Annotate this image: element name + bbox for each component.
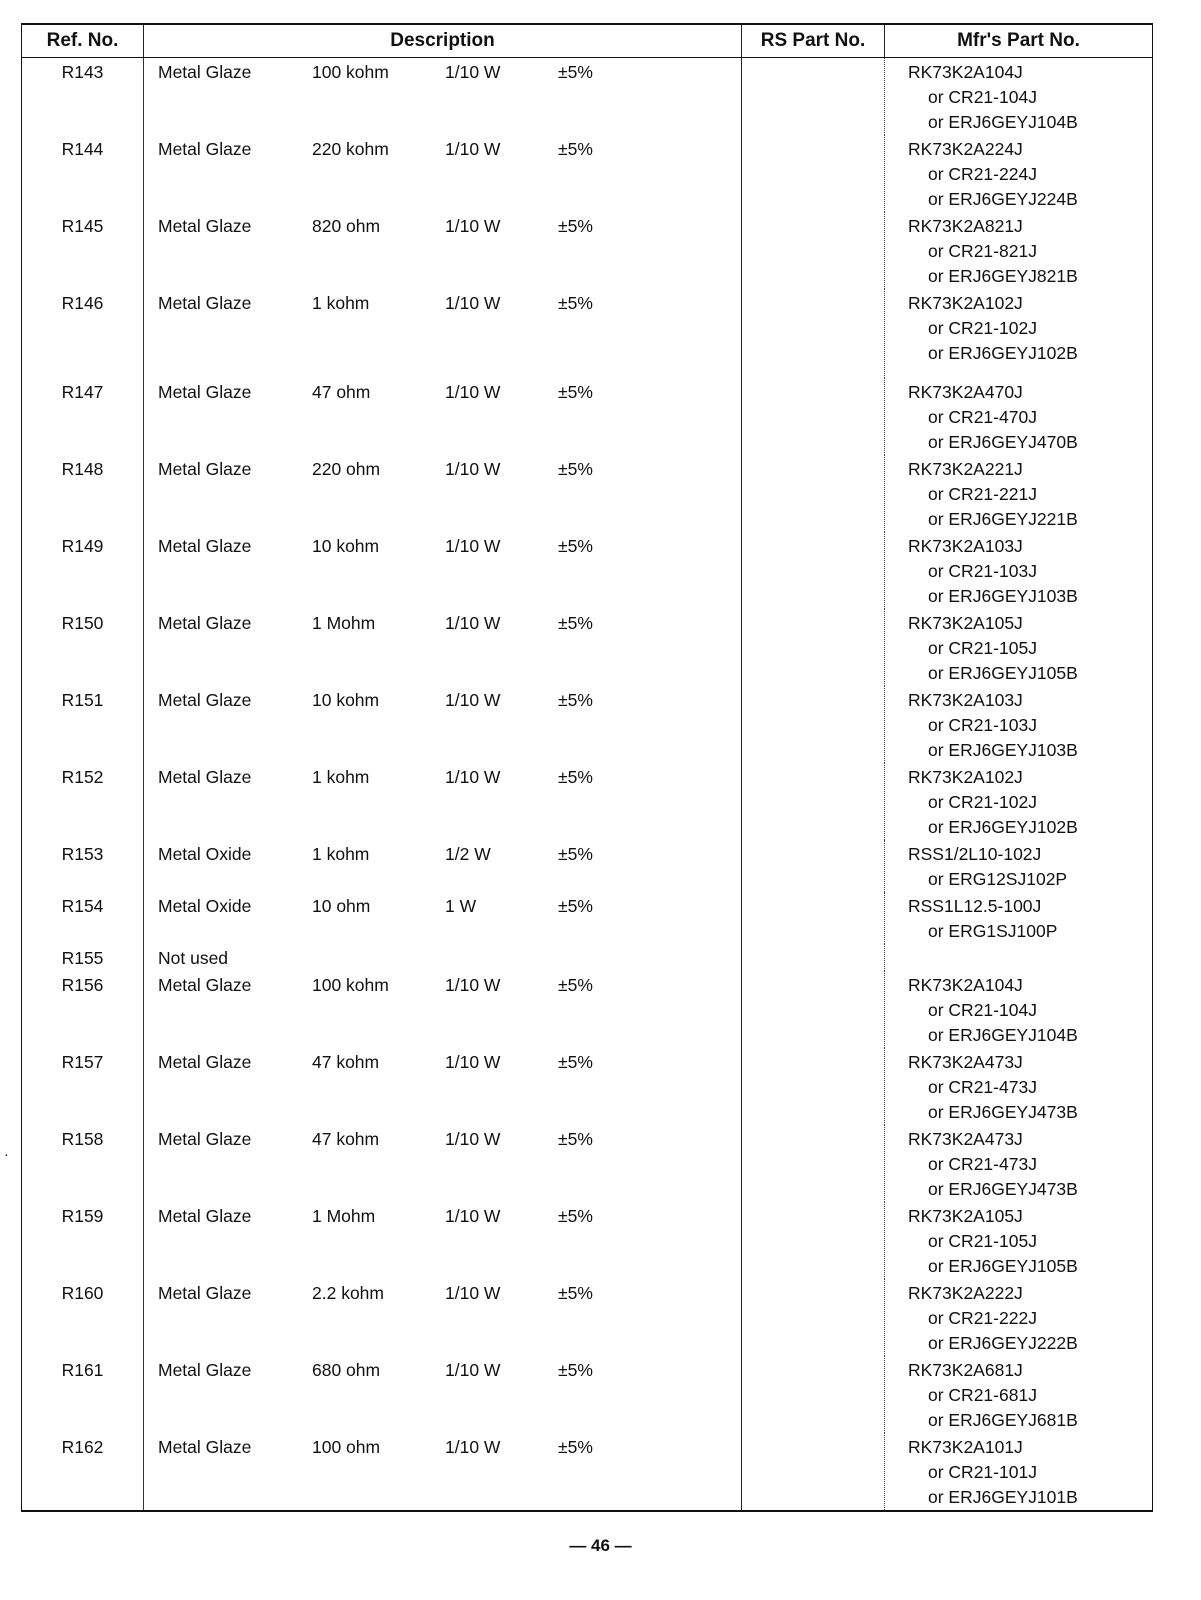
mfr-part-primary: RK73K2A102J — [908, 293, 1023, 313]
ref-no-cell: R144 — [22, 135, 144, 212]
mfr-part-alternative: or ERG12SJ102P — [928, 869, 1068, 889]
mfr-part-alternative: or ERG1SJ100P — [928, 921, 1058, 941]
mfr-part-primary: RSS1L12.5-100J — [908, 896, 1042, 916]
tolerance: ±5% — [558, 690, 593, 710]
resistor-type: Metal Glaze — [158, 382, 252, 402]
mfr-part-alternative: or CR21-105J — [928, 638, 1037, 658]
header-mfr-part-no: Mfr's Part No. — [885, 24, 1153, 58]
resistance-value: 1 Mohm — [312, 613, 376, 633]
mfr-part-no-cell — [885, 212, 1153, 289]
resistor-type: Metal Oxide — [158, 844, 252, 864]
mfr-part-alternative: or CR21-102J — [928, 792, 1037, 812]
mfr-part-primary: RK73K2A473J — [908, 1129, 1023, 1149]
power-rating: 1/10 W — [445, 1206, 501, 1226]
resistance-value: 1 Mohm — [312, 1206, 376, 1226]
resistor-type: Metal Glaze — [158, 1206, 252, 1226]
ref-no-cell: R153 — [22, 840, 144, 892]
mfr-part-no-cell — [885, 135, 1153, 212]
description-cell — [144, 892, 742, 944]
mfr-part-alternative: or ERJ6GEYJ473B — [928, 1102, 1078, 1122]
mfr-part-no-cell — [885, 1048, 1153, 1125]
description-cell — [144, 944, 742, 971]
resistor-type: Metal Oxide — [158, 896, 252, 916]
header-ref-no: Ref. No. — [22, 24, 144, 58]
resistor-type: Metal Glaze — [158, 613, 252, 633]
resistance-value: 100 ohm — [312, 1437, 381, 1457]
description-fields — [144, 457, 741, 482]
mfr-part-alternative: or ERJ6GEYJ473B — [928, 1179, 1078, 1199]
description-fields — [144, 765, 741, 790]
power-rating: 1/10 W — [445, 216, 501, 236]
mfr-part-alternative: or ERJ6GEYJ105B — [928, 663, 1078, 683]
mfr-part-alternative: or ERJ6GEYJ102B — [928, 817, 1078, 837]
resistor-type: Metal Glaze — [158, 139, 252, 159]
mfr-part-no-cell — [885, 763, 1153, 840]
mfr-part-alternative: or CR21-101J — [928, 1462, 1037, 1482]
ref-no-cell: R162 — [22, 1433, 144, 1511]
description-cell — [144, 378, 742, 455]
description-fields — [144, 291, 741, 316]
mfr-part-no-cell — [885, 378, 1153, 455]
resistance-value: 820 ohm — [312, 216, 381, 236]
parts-table-body — [22, 58, 1153, 1512]
description-fields — [144, 1281, 741, 1306]
tolerance: ±5% — [558, 62, 593, 82]
resistance-value: 680 ohm — [312, 1360, 381, 1380]
mfr-part-alternative: or CR21-103J — [928, 715, 1037, 735]
table-row — [22, 1048, 1153, 1125]
description-cell — [144, 840, 742, 892]
resistance-value: 1 kohm — [312, 767, 370, 787]
description-fields — [144, 1204, 741, 1229]
header-rs-part-no: RS Part No. — [742, 24, 885, 58]
ref-no-cell: R145 — [22, 212, 144, 289]
description-cell — [144, 609, 742, 686]
resistance-value: 10 kohm — [312, 536, 380, 556]
tolerance: ±5% — [558, 975, 593, 995]
table-row — [22, 1356, 1153, 1433]
mfr-part-primary: RK73K2A681J — [908, 1360, 1023, 1380]
power-rating: 1/10 W — [445, 767, 501, 787]
mfr-part-alternative: or CR21-681J — [928, 1385, 1037, 1405]
table-row — [22, 455, 1153, 532]
mfr-part-alternative: or CR21-473J — [928, 1077, 1037, 1097]
mfr-part-alternative: or ERJ6GEYJ103B — [928, 740, 1078, 760]
power-rating: 1/10 W — [445, 1052, 501, 1072]
mfr-part-primary: RK73K2A473J — [908, 1052, 1023, 1072]
ref-no-cell: R155 — [22, 944, 144, 971]
resistance-value: 220 kohm — [312, 139, 389, 159]
rs-part-no-cell — [742, 1433, 885, 1511]
resistance-value: 10 kohm — [312, 690, 380, 710]
power-rating — [445, 946, 558, 971]
tolerance: ±5% — [558, 1052, 593, 1072]
description-cell — [144, 1356, 742, 1433]
mfr-part-alternative: or CR21-470J — [928, 407, 1037, 427]
mfr-part-no-cell — [885, 455, 1153, 532]
mfr-part-primary: RK73K2A103J — [908, 536, 1023, 556]
tolerance: ±5% — [558, 896, 593, 916]
rs-part-no-cell — [742, 1048, 885, 1125]
resistor-type: Metal Glaze — [158, 216, 252, 236]
resistance-value: 100 kohm — [312, 975, 389, 995]
ref-no-cell: R150 — [22, 609, 144, 686]
table-row — [22, 686, 1153, 763]
tolerance — [558, 946, 638, 971]
resistor-type: Metal Glaze — [158, 62, 252, 82]
mfr-part-no-cell — [885, 532, 1153, 609]
mfr-part-primary: RK73K2A224J — [908, 139, 1023, 159]
table-row — [22, 135, 1153, 212]
mfr-part-no-cell — [885, 1433, 1153, 1511]
resistor-type: Metal Glaze — [158, 767, 252, 787]
description-fields — [144, 894, 741, 919]
mfr-part-no-cell — [885, 1279, 1153, 1356]
ref-no-cell: R146 — [22, 289, 144, 378]
mfr-part-no-cell — [885, 609, 1153, 686]
power-rating: 1/10 W — [445, 459, 501, 479]
table-row — [22, 532, 1153, 609]
mfr-part-primary: RK73K2A470J — [908, 382, 1023, 402]
resistance-value — [312, 946, 445, 971]
rs-part-no-cell — [742, 135, 885, 212]
mfr-part-alternative: or CR21-221J — [928, 484, 1037, 504]
description-cell — [144, 58, 742, 136]
description-cell — [144, 1048, 742, 1125]
power-rating: 1/10 W — [445, 613, 501, 633]
mfr-part-primary: RK73K2A101J — [908, 1437, 1023, 1457]
power-rating: 1/10 W — [445, 1437, 501, 1457]
description-fields — [144, 973, 741, 998]
power-rating: 1/10 W — [445, 1360, 501, 1380]
description-fields — [144, 214, 741, 239]
table-header-row — [22, 24, 1153, 58]
resistance-value: 47 ohm — [312, 382, 371, 402]
rs-part-no-cell — [742, 378, 885, 455]
tolerance: ±5% — [558, 1283, 593, 1303]
description-cell — [144, 135, 742, 212]
rs-part-no-cell — [742, 212, 885, 289]
tolerance: ±5% — [558, 1360, 593, 1380]
ref-no-cell: R152 — [22, 763, 144, 840]
resistance-value: 47 kohm — [312, 1052, 380, 1072]
mfr-part-alternative: or ERJ6GEYJ105B — [928, 1256, 1078, 1276]
rs-part-no-cell — [742, 609, 885, 686]
mfr-part-alternative: or ERJ6GEYJ224B — [928, 189, 1078, 209]
parts-list-table — [21, 23, 1153, 1512]
page-number: — 46 — — [569, 1536, 632, 1555]
table-row — [22, 944, 1153, 971]
mfr-part-primary: RK73K2A821J — [908, 216, 1023, 236]
resistance-value: 220 ohm — [312, 459, 381, 479]
description-cell — [144, 289, 742, 378]
power-rating: 1/10 W — [445, 139, 501, 159]
mfr-part-primary: RK73K2A221J — [908, 459, 1023, 479]
mfr-part-primary: RK73K2A102J — [908, 767, 1023, 787]
rs-part-no-cell — [742, 532, 885, 609]
power-rating: 1/10 W — [445, 382, 501, 402]
mfr-part-alternative: or ERJ6GEYJ103B — [928, 586, 1078, 606]
resistor-type: Metal Glaze — [158, 1129, 252, 1149]
power-rating: 1/10 W — [445, 1283, 501, 1303]
table-row — [22, 212, 1153, 289]
rs-part-no-cell — [742, 1356, 885, 1433]
rs-part-no-cell — [742, 686, 885, 763]
table-row — [22, 289, 1153, 378]
rs-part-no-cell — [742, 455, 885, 532]
description-cell — [144, 532, 742, 609]
mfr-part-primary: RK73K2A103J — [908, 690, 1023, 710]
description-cell — [144, 1279, 742, 1356]
mfr-part-alternative: or CR21-105J — [928, 1231, 1037, 1251]
tolerance: ±5% — [558, 1437, 593, 1457]
ref-no-cell: R157 — [22, 1048, 144, 1125]
mfr-part-primary: RK73K2A104J — [908, 975, 1023, 995]
tolerance: ±5% — [558, 216, 593, 236]
description-cell — [144, 212, 742, 289]
rs-part-no-cell — [742, 763, 885, 840]
tolerance: ±5% — [558, 293, 593, 313]
rs-part-no-cell — [742, 1279, 885, 1356]
mfr-part-primary: RK73K2A105J — [908, 613, 1023, 633]
description-fields — [144, 611, 741, 636]
table-row — [22, 58, 1153, 136]
ref-no-cell: R149 — [22, 532, 144, 609]
power-rating: 1/10 W — [445, 1129, 501, 1149]
power-rating: 1/10 W — [445, 975, 501, 995]
table-row — [22, 1433, 1153, 1511]
rs-part-no-cell — [742, 971, 885, 1048]
mfr-part-alternative: or ERJ6GEYJ101B — [928, 1487, 1078, 1507]
ref-no-cell: R158 — [22, 1125, 144, 1202]
mfr-part-primary: RK73K2A105J — [908, 1206, 1023, 1226]
ref-no-cell: R147 — [22, 378, 144, 455]
ref-no-cell: R160 — [22, 1279, 144, 1356]
resistor-type: Metal Glaze — [158, 690, 252, 710]
mfr-part-no-cell — [885, 944, 1153, 971]
mfr-part-no-cell — [885, 58, 1153, 136]
mfr-part-no-cell — [885, 971, 1153, 1048]
tolerance: ±5% — [558, 536, 593, 556]
resistor-type: Metal Glaze — [158, 293, 252, 313]
power-rating: 1/10 W — [445, 62, 501, 82]
mfr-part-alternative: or ERJ6GEYJ681B — [928, 1410, 1078, 1430]
mfr-part-alternative: or CR21-104J — [928, 1000, 1037, 1020]
rs-part-no-cell — [742, 289, 885, 378]
table-row — [22, 1279, 1153, 1356]
resistor-type: Metal Glaze — [158, 1052, 252, 1072]
power-rating: 1 W — [445, 896, 477, 916]
tolerance: ±5% — [558, 459, 593, 479]
description-cell — [144, 686, 742, 763]
tolerance: ±5% — [558, 1129, 593, 1149]
tolerance: ±5% — [558, 382, 593, 402]
mfr-part-no-cell — [885, 1356, 1153, 1433]
resistor-type: Metal Glaze — [158, 1360, 252, 1380]
mfr-part-alternative: or ERJ6GEYJ222B — [928, 1333, 1078, 1353]
ref-no-cell: R156 — [22, 971, 144, 1048]
ref-no-cell: R143 — [22, 58, 144, 136]
power-rating: 1/10 W — [445, 293, 501, 313]
ref-no-cell: R151 — [22, 686, 144, 763]
mfr-part-alternative: or CR21-103J — [928, 561, 1037, 581]
rs-part-no-cell — [742, 892, 885, 944]
tolerance: ±5% — [558, 1206, 593, 1226]
mfr-part-no-cell — [885, 1125, 1153, 1202]
resistance-value: 1 kohm — [312, 844, 370, 864]
resistance-value: 10 ohm — [312, 896, 371, 916]
power-rating: 1/2 W — [445, 844, 491, 864]
ref-no-cell: R159 — [22, 1202, 144, 1279]
mfr-part-alternative: or CR21-222J — [928, 1308, 1037, 1328]
mfr-part-alternative: or CR21-473J — [928, 1154, 1037, 1174]
description-cell — [144, 763, 742, 840]
ref-no-cell: R148 — [22, 455, 144, 532]
resistor-type: Metal Glaze — [158, 975, 252, 995]
tolerance: ±5% — [558, 139, 593, 159]
mfr-part-no-cell — [885, 686, 1153, 763]
description-cell — [144, 1202, 742, 1279]
power-rating: 1/10 W — [445, 536, 501, 556]
mfr-part-alternative: or ERJ6GEYJ104B — [928, 112, 1078, 132]
rs-part-no-cell — [742, 1202, 885, 1279]
description-fields — [144, 946, 741, 971]
ref-no-cell: R154 — [22, 892, 144, 944]
description-fields — [144, 60, 741, 85]
mfr-part-alternative: or ERJ6GEYJ102B — [928, 343, 1078, 363]
description-fields — [144, 688, 741, 713]
description-cell — [144, 1433, 742, 1511]
description-fields — [144, 1358, 741, 1383]
header-description: Description — [144, 24, 742, 58]
resistor-type: Metal Glaze — [158, 1283, 252, 1303]
rs-part-no-cell — [742, 58, 885, 136]
resistance-value: 47 kohm — [312, 1129, 380, 1149]
power-rating: 1/10 W — [445, 690, 501, 710]
description-fields — [144, 137, 741, 162]
mfr-part-no-cell — [885, 289, 1153, 378]
description-fields — [144, 1127, 741, 1152]
table-row — [22, 763, 1153, 840]
description-fields — [144, 1050, 741, 1075]
description-cell — [144, 1125, 742, 1202]
rs-part-no-cell — [742, 840, 885, 892]
mfr-part-primary: RK73K2A104J — [908, 62, 1023, 82]
description-cell — [144, 971, 742, 1048]
table-row — [22, 1125, 1153, 1202]
description-fields — [144, 534, 741, 559]
resistance-value: 1 kohm — [312, 293, 370, 313]
mfr-part-alternative: or CR21-224J — [928, 164, 1037, 184]
mfr-part-alternative: or CR21-102J — [928, 318, 1037, 338]
resistor-type: Metal Glaze — [158, 459, 252, 479]
mfr-part-no-cell — [885, 1202, 1153, 1279]
mfr-part-alternative: or CR21-104J — [928, 87, 1037, 107]
table-row — [22, 892, 1153, 944]
resistor-type: Metal Glaze — [158, 536, 252, 556]
mfr-part-primary: RSS1/2L10-102J — [908, 844, 1042, 864]
tolerance: ±5% — [558, 767, 593, 787]
description-cell — [144, 455, 742, 532]
table-row — [22, 609, 1153, 686]
rs-part-no-cell — [742, 1125, 885, 1202]
mfr-part-alternative: or ERJ6GEYJ470B — [928, 432, 1078, 452]
mfr-part-alternative: or ERJ6GEYJ821B — [928, 266, 1078, 286]
table-row — [22, 378, 1153, 455]
tolerance: ±5% — [558, 613, 593, 633]
table-row — [22, 1202, 1153, 1279]
resistor-type: Metal Glaze — [158, 1437, 252, 1457]
tolerance: ±5% — [558, 844, 593, 864]
description-fields — [144, 380, 741, 405]
resistor-type: Not used — [158, 948, 229, 968]
mfr-part-alternative: or ERJ6GEYJ104B — [928, 1025, 1078, 1045]
resistance-value: 100 kohm — [312, 62, 389, 82]
description-fields — [144, 1435, 741, 1460]
mfr-part-no-cell — [885, 892, 1153, 944]
margin-speck: · — [4, 1146, 9, 1162]
ref-no-cell: R161 — [22, 1356, 144, 1433]
mfr-part-no-cell — [885, 840, 1153, 892]
description-fields — [144, 842, 741, 867]
mfr-part-alternative: or CR21-821J — [928, 241, 1037, 261]
rs-part-no-cell — [742, 944, 885, 971]
table-row — [22, 971, 1153, 1048]
resistance-value: 2.2 kohm — [312, 1283, 384, 1303]
table-row — [22, 840, 1153, 892]
mfr-part-primary: RK73K2A222J — [908, 1283, 1023, 1303]
mfr-part-alternative: or ERJ6GEYJ221B — [928, 509, 1078, 529]
